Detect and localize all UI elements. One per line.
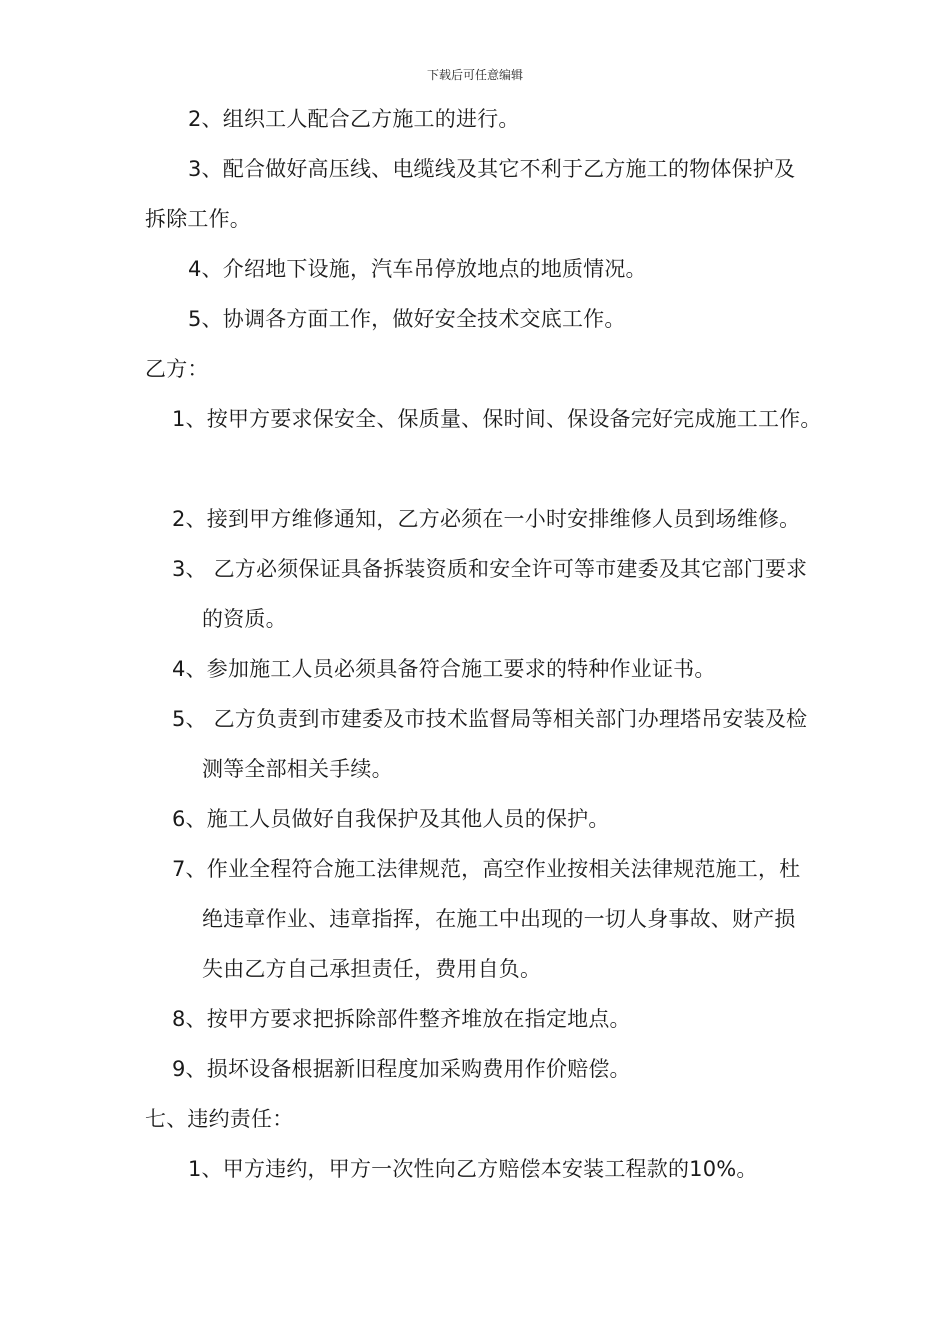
party-a-item-2: 2、组织工人配合乙方施工的进行。 [188, 107, 520, 131]
party-b-item-3-line-2: 的资质。 [202, 607, 287, 631]
party-b-item-5-line-1: 5、 乙方负责到市建委及市技术监督局等相关部门办理塔吊安装及检 [172, 707, 808, 731]
party-b-item-5-line-2: 测等全部相关手续。 [202, 757, 393, 781]
party-a-item-3-line-2: 拆除工作。 [145, 207, 251, 231]
party-b-item-1: 1、按甲方要求保安全、保质量、保时间、保设备完好完成施工工作。 [172, 407, 822, 431]
breach-item-1: 1、甲方违约，甲方一次性向乙方赔偿本安装工程款的10%。 [188, 1157, 758, 1181]
party-b-item-2: 2、接到甲方维修通知，乙方必须在一小时安排维修人员到场维修。 [172, 507, 801, 531]
breach-heading: 七、违约责任： [145, 1107, 294, 1131]
page-header: 下载后可任意编辑 [426, 68, 523, 82]
party-b-item-4: 4、参加施工人员必须具备符合施工要求的特种作业证书。 [172, 657, 716, 681]
party-b-item-9: 9、损坏设备根据新旧程度加采购费用作价赔偿。 [172, 1057, 631, 1081]
party-b-item-7-line-3: 失由乙方自己承担责任，费用自负。 [202, 957, 542, 981]
party-a-item-5: 5、协调各方面工作，做好安全技术交底工作。 [188, 307, 626, 331]
party-b-item-3-line-1: 3、 乙方必须保证具备拆装资质和安全许可等市建委及其它部门要求 [172, 557, 808, 581]
party-a-item-4: 4、介绍地下设施，汽车吊停放地点的地质情况。 [188, 257, 647, 281]
party-b-item-6: 6、施工人员做好自我保护及其他人员的保护。 [172, 807, 610, 831]
party-b-item-7-line-1: 7、作业全程符合施工法律规范，高空作业按相关法律规范施工，杜 [172, 857, 801, 881]
party-b-item-7-line-2: 绝违章作业、违章指挥，在施工中出现的一切人身事故、财产损 [202, 907, 796, 931]
party-a-item-3-line-1: 3、配合做好高压线、电缆线及其它不利于乙方施工的物体保护及 [188, 157, 796, 181]
party-b-item-8: 8、按甲方要求把拆除部件整齐堆放在指定地点。 [172, 1007, 631, 1031]
party-b-heading: 乙方： [145, 357, 209, 381]
